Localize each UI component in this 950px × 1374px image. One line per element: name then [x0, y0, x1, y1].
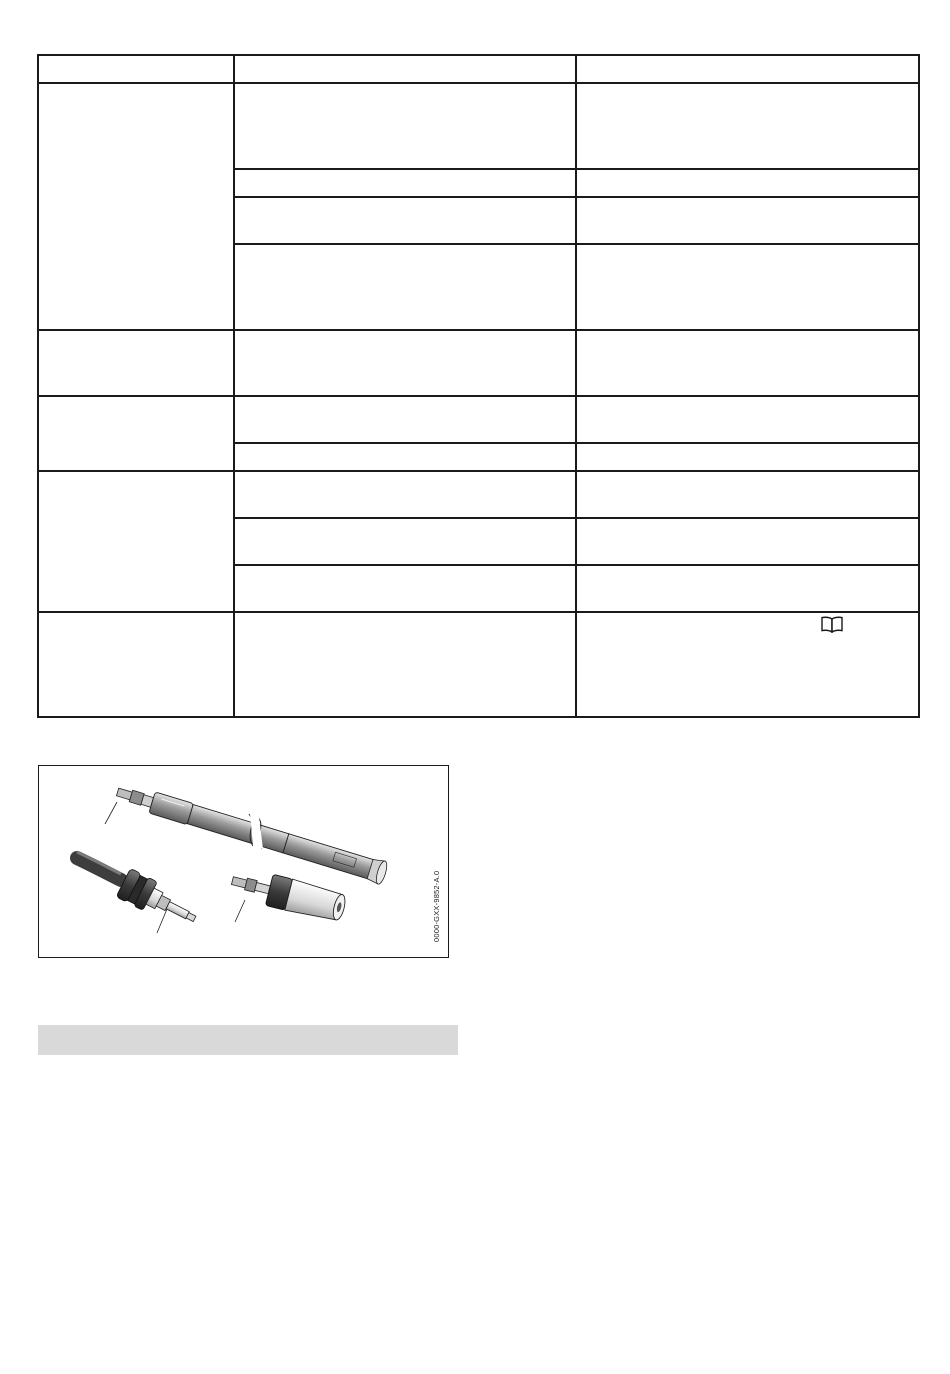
table-group-separator — [38, 611, 919, 613]
nozzle-illustration — [229, 865, 348, 924]
table-row-separator — [234, 243, 919, 245]
section-heading-bar — [38, 1025, 458, 1055]
accessory-illustration — [39, 766, 450, 959]
table-group-separator — [38, 329, 919, 331]
table-row-separator — [234, 196, 919, 198]
figure-code: 0000-GXX-9852-A.0 — [432, 870, 441, 942]
book-icon — [820, 616, 844, 633]
table-group-separator — [38, 470, 919, 472]
table-header-separator — [38, 82, 919, 84]
table-border-right — [918, 54, 920, 718]
table-border-left — [37, 54, 39, 718]
table-group-separator — [38, 395, 919, 397]
callout-line — [235, 900, 245, 922]
hose-connector-illustration — [77, 852, 202, 933]
table-col-divider — [575, 54, 577, 718]
table-row-separator — [234, 517, 919, 519]
table-border-top — [38, 54, 919, 56]
callout-line — [105, 802, 117, 824]
spray-lance-illustration — [105, 780, 389, 885]
table-col-divider — [233, 54, 235, 718]
table-row-separator — [234, 564, 919, 566]
table-row-separator — [234, 168, 919, 170]
table-row-separator — [234, 442, 919, 444]
accessory-figure — [38, 765, 449, 958]
callout-line — [157, 909, 167, 933]
table-border-bottom — [38, 716, 919, 718]
